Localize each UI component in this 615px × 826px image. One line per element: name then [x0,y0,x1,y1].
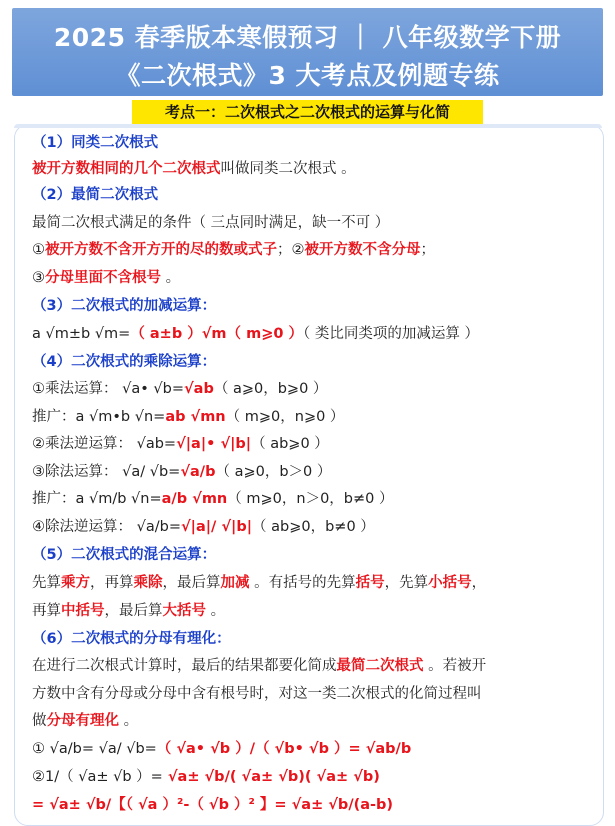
body-text: ① √a/b= √a/ √b= [32,741,157,757]
body-text: 最简二次根式满足的条件（ 三点同时满足，缺一不可 ） [32,215,390,231]
body-text: 。 [206,603,226,619]
text-line [32,322,479,343]
body-text: （ ab⩾0，b≠0 ） [252,519,375,535]
highlight-text: 小括号 [428,575,472,591]
highlight-text: 中括号 [61,603,105,619]
section-heading: （5）二次根式的混合运算： [32,547,217,563]
highlight-text: √|a|• √|b| [176,436,252,452]
body-text: 推广：a √m/b √n= [32,491,162,507]
text-line [32,487,393,508]
text-line [32,377,327,398]
body-text: ；② [277,242,305,258]
highlight-text: a/b √mn [161,491,228,507]
body-text: ； [420,242,435,258]
body-text: （ m⩾0，n⩾0 ） [225,409,345,425]
body-text: （ a⩾0，b⩾0 ） [213,381,328,397]
highlight-text: 大括号 [162,603,206,619]
highlight-text: 乘方 [61,575,90,591]
text-line [32,682,482,703]
text-line [32,460,331,481]
body-text: ，最后算 [162,575,221,591]
text-line [32,183,158,204]
section-heading: （2）最简二次根式 [32,187,159,203]
highlight-text: √|a|/ √|b| [180,519,253,535]
body-text: ， [471,575,487,591]
body-text: 再算 [32,603,61,619]
body-text: ②乘法逆运算： √ab= [32,436,177,452]
text-line [32,294,216,315]
title-line-2: 《二次根式》3 大考点及例题专练 [115,61,500,90]
highlight-text: 分母里面不含根号 [45,270,161,286]
body-text: 。 [161,270,181,286]
text-line [32,157,356,178]
highlight-text: 加减 [220,575,250,591]
text-line [32,405,344,426]
body-text: 推广：a √m•b √n= [32,409,166,425]
body-text: 先算 [32,575,61,591]
body-text: 。有括号的先算 [249,575,356,591]
section-heading: （6）二次根式的分母有理化： [32,631,231,647]
body-text: ，先算 [384,575,429,591]
text-line [32,627,231,648]
text-line [32,350,216,371]
body-text: （ a⩾0，b＞0 ） [215,464,332,480]
body-text: 叫做同类二次根式 。 [220,161,356,177]
highlight-text: 被开方数不含分母 [304,242,421,258]
panel-top-bar [14,124,602,128]
body-text: ④除法逆运算： √a/b= [32,519,181,535]
body-text: ，最后算 [104,603,163,619]
highlight-text: 分母有理化 [46,713,119,729]
title-banner [12,8,603,96]
body-text: a √m±b √m= [32,326,131,342]
text-line [32,709,138,730]
text-line [32,571,486,592]
text-line [32,211,389,232]
highlight-text: √ab [184,381,214,397]
text-line [32,515,375,536]
body-text: 。 [119,713,139,729]
text-line [32,793,393,814]
body-text: ，再算 [90,575,134,591]
text-line [32,654,486,675]
text-line [32,737,411,758]
body-text: ③除法运算： √a/ √b= [32,464,181,480]
highlight-text: （ a±b ）√m（ m⩾0 ） [130,326,303,342]
body-text: （ 类比同类项的加减运算 ） [302,326,479,342]
highlight-text: 被开方数不含开方开的尽的数或式子 [45,242,277,258]
highlight-text: 括号 [355,575,385,591]
body-text: 在进行二次根式计算时，最后的结果都要化简成 [32,658,337,674]
section-heading: （3）二次根式的加减运算： [32,298,217,314]
section-heading: （4）二次根式的乘除运算： [32,354,217,370]
highlight-text: √a± √b/( √a± √b)( √a± √b) [162,769,380,785]
highlight-text: 乘除 [133,575,163,591]
text-line [32,266,180,287]
body-text: （ ab⩾0 ） [251,436,329,452]
text-line [32,131,158,152]
highlight-text: ab √mn [165,409,226,425]
text-line [32,432,329,453]
highlight-text: 最简二次根式 [336,658,424,674]
highlight-text: （ √a• √b ）/（ √b• √b ）= √ab/b [156,741,412,757]
body-text: ②1/（ √a± √b ）= [32,769,163,785]
text-line [32,765,380,786]
text-line [32,238,435,259]
body-text: （ m⩾0，n＞0，b≠0 ） [227,491,394,507]
section-heading: （1）同类二次根式 [32,135,159,151]
highlight-text: = √a± √b/【（ √a ）²-（ √b ）² 】= √a± √b/(a-b) [32,797,394,813]
body-text: ③ [32,270,45,286]
body-text: 。若被开 [423,658,487,674]
title-line-1: 2025 春季版本寒假预习 ｜ 八年级数学下册 [53,23,562,52]
body-text: ① [32,242,45,258]
highlight-text: 被开方数相同的几个二次根式 [32,161,221,177]
body-text: 方数中含有分母或分母中含有根号时，对这一类二次根式的化简过程叫 [32,686,482,702]
section-badge: 考点一：二次根式之二次根式的运算与化简 [132,100,483,124]
body-text: 做 [32,713,47,729]
text-line [32,599,225,620]
body-text: ①乘法运算： √a• √b= [32,381,184,397]
highlight-text: √a/b [180,464,216,480]
text-line [32,543,216,564]
